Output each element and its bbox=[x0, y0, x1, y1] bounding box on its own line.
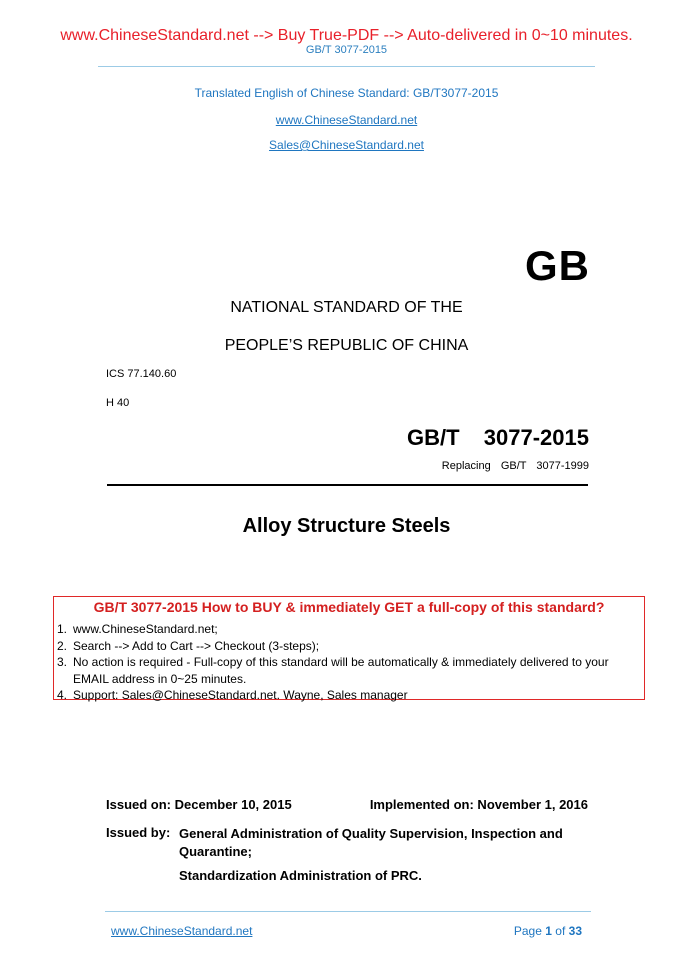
footer-website-link[interactable]: www.ChineseStandard.net bbox=[111, 924, 253, 938]
header-divider bbox=[98, 66, 595, 67]
list-item-number: 4. bbox=[57, 688, 68, 702]
list-item-number: 1. bbox=[57, 622, 68, 636]
email-link[interactable]: Sales@ChineseStandard.net bbox=[269, 138, 424, 152]
implemented-on-date: Implemented on: November 1, 2016 bbox=[369, 797, 588, 812]
list-item-text: No action is required - Full-copy of this standard will be automatically & immediately delivered to your EMAIL address in 0~25 minutes. bbox=[73, 655, 609, 686]
gb-mark: GB bbox=[525, 242, 590, 289]
buy-info-box bbox=[53, 596, 645, 700]
list-item bbox=[57, 638, 641, 655]
translated-note: Translated English of Chinese Standard: GB/T3077-2015 bbox=[194, 86, 499, 100]
website-link-wrap bbox=[0, 111, 693, 129]
issuer-line2: Standardization Administration of PRC. bbox=[179, 868, 422, 883]
national-standard-line1: NATIONAL STANDARD OF THE bbox=[230, 299, 463, 316]
title-divider bbox=[107, 484, 588, 486]
page-total: 33 bbox=[568, 924, 582, 938]
classification-code: H 40 bbox=[106, 397, 130, 409]
footer-divider bbox=[105, 911, 591, 912]
list-item-text[interactable]: www.ChineseStandard.net; bbox=[73, 622, 218, 636]
ics-code: ICS 77.140.60 bbox=[106, 368, 177, 380]
page-word: Page bbox=[513, 924, 542, 938]
buy-box-title: GB/T 3077-2015 How to BUY & immediately GET a full-copy of this standard? bbox=[93, 599, 605, 615]
buy-steps-list bbox=[57, 621, 641, 704]
page-of: of bbox=[555, 924, 566, 938]
standard-number: GB/T 3077-2015 bbox=[407, 425, 589, 450]
list-item-number: 3. bbox=[57, 655, 68, 669]
list-item-text: Support: Sales@ChineseStandard.net. Wayne, Sales manager bbox=[73, 688, 408, 702]
document-title: Alloy Structure Steels bbox=[242, 515, 451, 537]
list-item bbox=[57, 654, 641, 687]
list-item bbox=[57, 621, 641, 638]
issued-by-label: Issued by: bbox=[106, 825, 171, 840]
header-doc-code: GB/T 3077-2015 bbox=[305, 44, 388, 56]
promo-banner[interactable]: www.ChineseStandard.net --> Buy True-PDF --> Auto-delivered in 0~10 minutes. bbox=[60, 27, 633, 44]
replacing-note: Replacing GB/T 3077-1999 bbox=[441, 460, 589, 472]
list-item-text: Search --> Add to Cart --> Checkout (3-steps); bbox=[73, 638, 320, 653]
national-standard-line2: PEOPLE’S REPUBLIC OF CHINA bbox=[224, 337, 469, 354]
issued-on-date: Issued on: December 10, 2015 bbox=[106, 797, 292, 812]
page-indicator bbox=[514, 924, 582, 938]
website-link[interactable]: www.ChineseStandard.net bbox=[275, 113, 418, 127]
email-link-wrap bbox=[0, 136, 693, 154]
list-item bbox=[57, 687, 641, 704]
page-current: 1 bbox=[545, 924, 552, 938]
list-item-number: 2. bbox=[57, 638, 68, 653]
issuer-line1: General Administration of Quality Supervision, Inspection and Quarantine; bbox=[179, 826, 563, 859]
